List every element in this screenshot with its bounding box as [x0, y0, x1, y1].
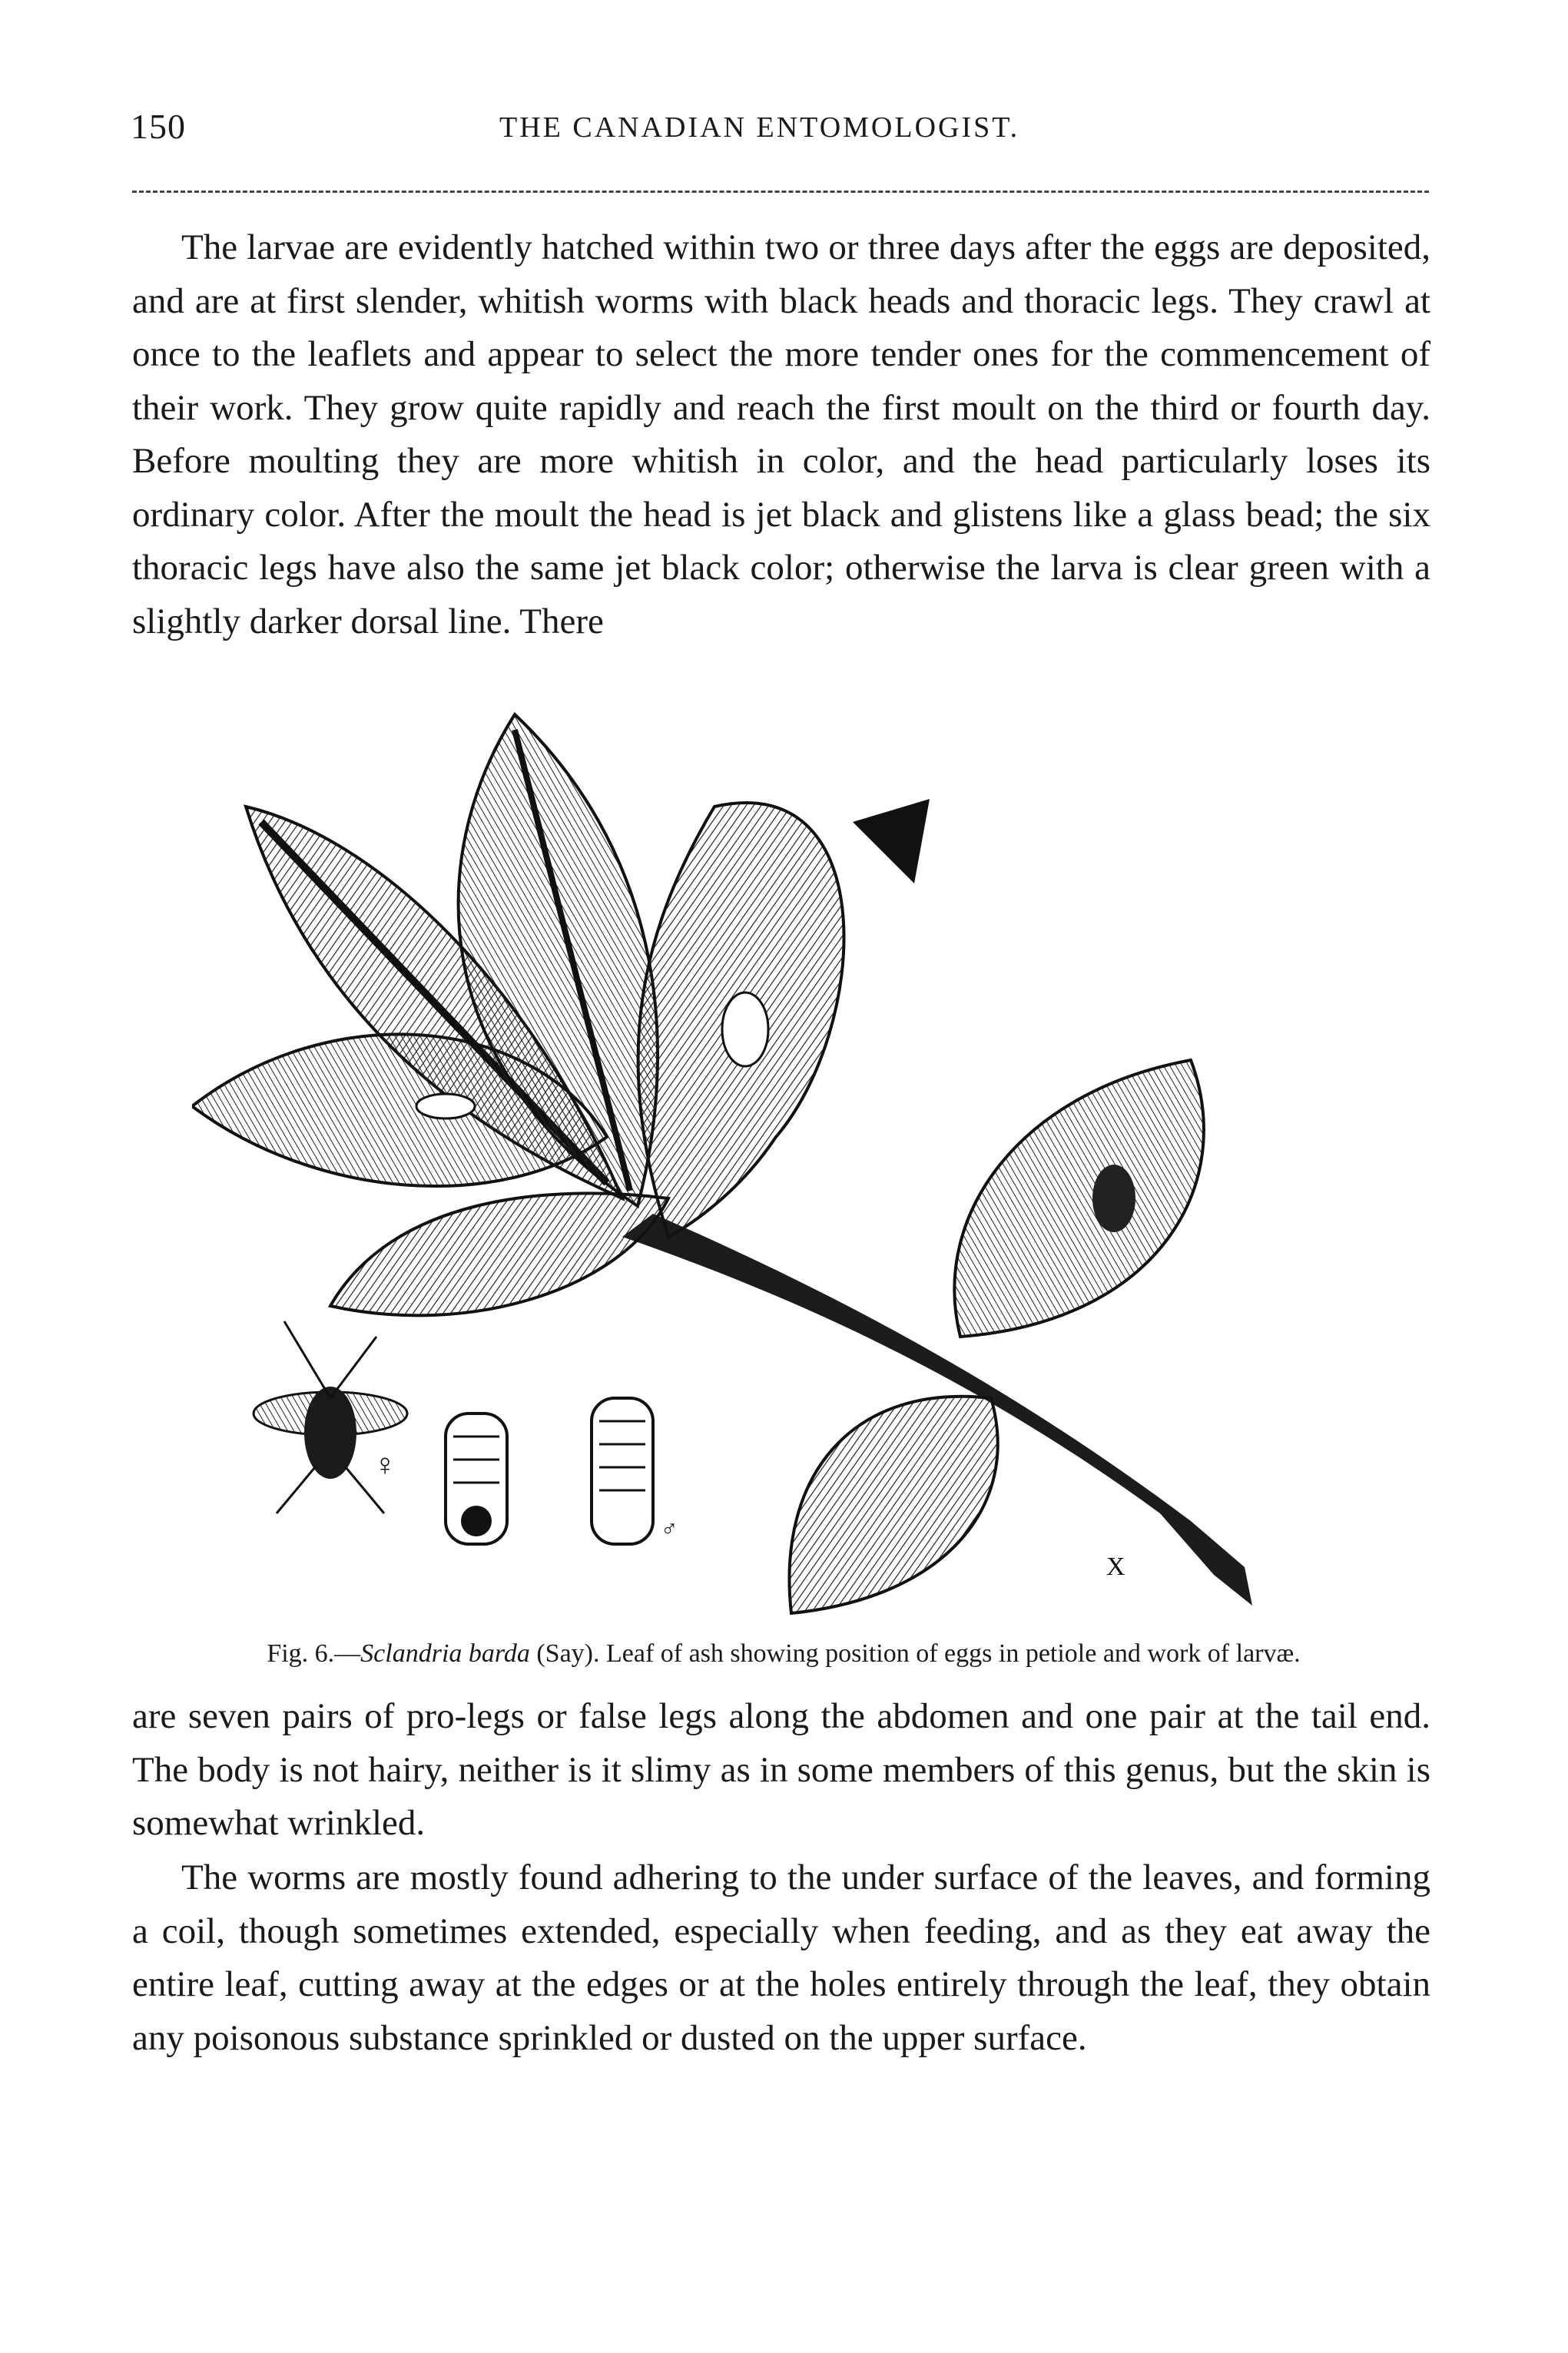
- page-number: 150: [131, 107, 186, 146]
- leaf-hole: [416, 1094, 475, 1119]
- leaf-engraving: [192, 707, 1375, 1636]
- figure-illustration: [192, 707, 1375, 1636]
- leaf-tip-dark: [853, 799, 930, 883]
- page-header: [131, 106, 1437, 152]
- label-female: ♀: [373, 1447, 396, 1482]
- paragraph-worms-feeding: The worms are mostly found adhering to the under surface of the leaves, and forming a coil, though sometimes extended, especially when feeding, and as they eat away the entire leaf, cutting away at the edges or at the holes entirely through the leaf, they obtain any poisonous substance sprinkled or dusted on the upper surface.: [132, 1858, 1430, 2058]
- paragraph-larvae-description: The larvae are evidently hatched within two or three days after the eggs are deposited, and are at first slender, whitish worms with black heads and thoracic legs. They crawl at once to the leaflets and appear to select the more tender ones for the commencement of their work. They grow quite rapidly and reach the first moult on the third or fourth day. Before moulting they are more whitish in color, and the head particularly loses its ordinary color. After the moult the head is jet black and glistens like a glass bead; the six thoracic legs have also the same jet black color; otherwise the larva is clear green with a slightly darker dorsal line. There: [132, 227, 1430, 641]
- running-head: THE CANADIAN ENTOMOLOGIST.: [499, 111, 1020, 144]
- caption-species: Sclandria barda: [360, 1639, 530, 1668]
- caption-prefix: Fig. 6.—: [267, 1639, 361, 1668]
- figure-caption: [192, 1636, 1375, 1672]
- header-rule: [132, 191, 1429, 193]
- larva-on-leaf: [1092, 1165, 1135, 1232]
- sawfly-adult: [254, 1321, 407, 1513]
- label-stem-mark: X: [1106, 1553, 1125, 1581]
- leaflet-right: [954, 1060, 1203, 1337]
- label-male: ♂: [661, 1516, 678, 1542]
- caption-text: (Say). Leaf of ash showing position of eggs in petiole and work of larvæ.: [529, 1639, 1301, 1668]
- leaflet-bottom: [789, 1397, 997, 1613]
- larva-coiled: [446, 1413, 507, 1544]
- leaflet-center-lower: [330, 1193, 668, 1315]
- leaf-hole: [722, 993, 768, 1066]
- paragraph-prolegs: are seven pairs of pro-legs or false legs along the abdomen and one pair at the tail end. The body is not hairy, neither is it slimy as in some members of this genus, but the skin is somewhat wrinkled.: [132, 1696, 1430, 1843]
- larva-extended: [592, 1398, 653, 1544]
